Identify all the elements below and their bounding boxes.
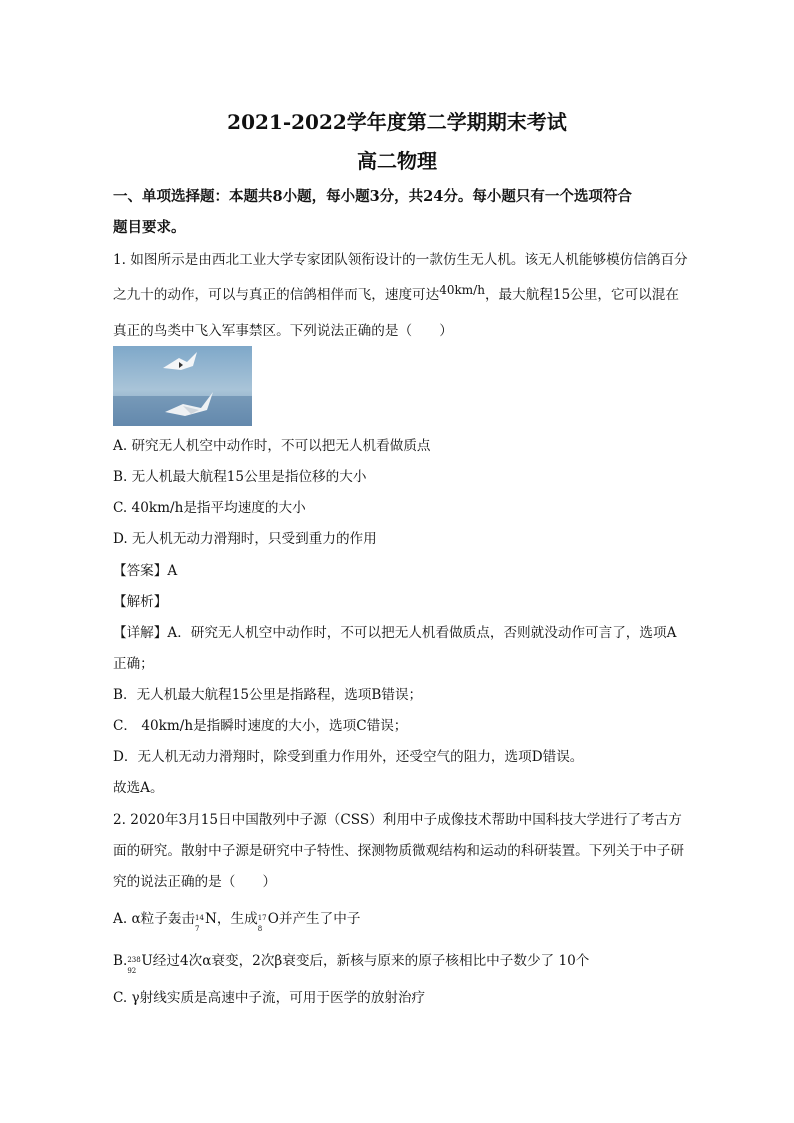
uranium-mass-number: 238	[127, 955, 141, 964]
q2-stem-line2: 面的研究。散射中子源是研究中子特性、探测物质微观结构和运动的科研装置。下列关于中子研	[113, 843, 684, 859]
q2-option-a-mid: ，生成	[216, 911, 258, 927]
q2-stem-line1: 2. 2020年3月15日中国散列中子源（CSS）利用中子成像技术帮助中国科技大学进行了考古方	[113, 812, 682, 828]
q2-option-c: C. γ射线实质是高速中子流，可用于医学的放射治疗	[113, 990, 426, 1006]
q2-option-b-suffix: 经过4次α衰变，2次β衰变后，新核与原来的原子核相比中子数少了 10个	[152, 953, 590, 969]
q1-detail-line2: 正确；	[113, 656, 154, 672]
oxygen-nuclide	[257, 911, 268, 933]
q2-option-a	[113, 910, 361, 933]
q2-option-b-prefix: B.	[113, 953, 128, 969]
q1-analysis-label: 【解析】	[113, 594, 168, 610]
uranium-nuclide	[127, 953, 141, 975]
bionic-drone-photo	[113, 346, 252, 426]
q1-detail-b: B．无人机最大航程15公里是指路程，选项B错误；	[113, 687, 423, 703]
q1-detail-line1: 【详解】A．研究无人机空中动作时，不可以把无人机看做质点，否则就没动作可言了，选项A	[113, 625, 677, 641]
q2-stem-line3: 究的说法正确的是（ ）	[113, 874, 277, 890]
q1-stem-line2-part2: ，最大航程15公里，它可以混在	[484, 287, 679, 303]
nitrogen-mass-number: 14	[195, 913, 204, 922]
seagull-image	[113, 346, 252, 426]
q1-conclusion: 故选A。	[113, 780, 164, 796]
q1-option-a: A. 研究无人机空中动作时，不可以把无人机看做质点	[113, 438, 431, 454]
q1-detail-c: C． 40km/h是指瞬时速度的大小，选项C错误；	[113, 718, 408, 734]
uranium-symbol: U	[141, 953, 153, 969]
q1-detail-d: D．无人机无动力滑翔时，除受到重力作用外，还受空气的阻力，选项D错误。	[113, 749, 584, 765]
q1-stem-line2-part1: 之九十的动作，可以与真正的信鸽相伴而飞，速度可达	[113, 287, 440, 303]
oxygen-atomic-number: 8	[257, 924, 263, 933]
exam-subject: 高二物理	[357, 149, 437, 173]
q1-stem-line2	[113, 283, 679, 304]
nitrogen-nuclide	[195, 911, 205, 933]
section-heading-line1: 一、单项选择题：本题共8小题，每小题3分，共24分。每小题只有一个选项符合	[113, 188, 632, 205]
oxygen-symbol: O	[267, 911, 279, 927]
q1-stem-line1: 1. 如图所示是由西北工业大学专家团队领衔设计的一款仿生无人机。该无人机能够模仿信鸽百分	[113, 252, 688, 268]
q1-speed-value: 40km/h	[439, 283, 485, 297]
nitrogen-symbol: N	[205, 911, 217, 927]
q1-answer: 【答案】A	[113, 563, 178, 579]
q1-option-d: D. 无人机无动力滑翔时，只受到重力的作用	[113, 531, 377, 547]
q1-option-b: B. 无人机最大航程15公里是指位移的大小	[113, 469, 367, 485]
q1-stem-line3: 真正的鸟类中飞入军事禁区。下列说法正确的是（ ）	[113, 323, 453, 339]
q1-option-c: C. 40km/h是指平均速度的大小	[113, 500, 306, 516]
q2-option-a-prefix: A. α粒子轰击	[113, 911, 196, 927]
nitrogen-atomic-number: 7	[195, 924, 200, 933]
section-heading-line2: 题目要求。	[113, 219, 186, 236]
q2-option-a-suffix: 并产生了中子	[278, 911, 361, 927]
oxygen-mass-number: 17	[257, 913, 267, 922]
uranium-atomic-number: 92	[127, 966, 137, 975]
q2-option-b	[113, 952, 590, 975]
exam-title: 2021-2022学年度第二学期期末考试	[227, 110, 567, 134]
